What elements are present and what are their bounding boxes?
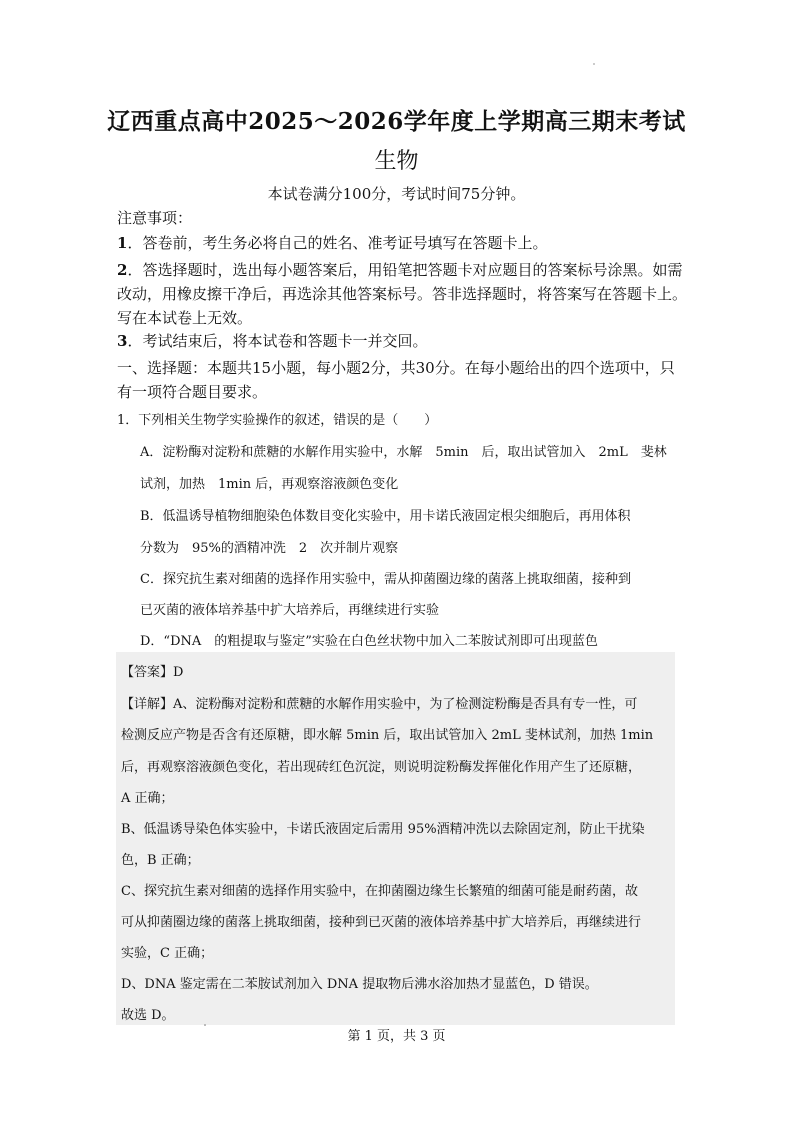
question-option: 试剂，加热 1min 后，再观察溶液颜色变化: [140, 477, 399, 492]
notice-item: [117, 329, 687, 353]
exam-title: 辽西重点高中2025～2026学年度上学期高三期末考试: [107, 108, 686, 135]
answer-line: 可从抑菌圈边缘的菌落上挑取细菌，接种到已灭菌的液体培养基中扩大培养后，再继续进行: [121, 915, 642, 930]
answer-line: B、低温诱导染色体实验中，卡诺氏液固定后需用 95%酒精冲洗以去除固定剂，防止干扰染: [121, 822, 645, 837]
notice-text: ．考试结束后，将本试卷和答题卡一并交回。: [127, 332, 428, 350]
page-footer: 第 1 页，共 3 页: [347, 1029, 446, 1044]
answer-line: 故选 D。: [121, 1008, 175, 1023]
answer-line: 色，B 正确；: [121, 853, 200, 868]
question-option: B．低温诱导植物细胞染色体数目变化实验中，用卡诺氏液固定根尖细胞后，再用体积: [140, 509, 631, 524]
answer-line: D、DNA 鉴定需在二苯胺试剂加入 DNA 提取物后沸水浴加热才显蓝色，D 错误。: [121, 977, 598, 992]
notice-number: 3: [117, 332, 128, 350]
answer-line: A 正确；: [121, 791, 174, 806]
question-option: D．“DNA 的粗提取与鉴定”实验在白色丝状物中加入二苯胺试剂即可出现蓝色: [140, 634, 598, 649]
notice-text: ．答卷前，考生务必将自己的姓名、准考证号填写在答题卡上。: [127, 234, 548, 252]
answer-line: 【详解】A、淀粉酶对淀粉和蔗糖的水解作用实验中，为了检测淀粉酶是否具有专一性，可: [121, 697, 638, 712]
notice-number: 2: [117, 261, 128, 279]
answer-line: 实验，C 正确；: [121, 946, 214, 961]
question-stem: 1．下列相关生物学实验操作的叙述，错误的是（ ）: [117, 413, 438, 428]
notice-heading: 注意事项：: [117, 209, 193, 227]
scan-speck: [593, 63, 595, 65]
notice-number: 1: [117, 234, 128, 252]
notice-item: [117, 258, 687, 330]
answer-line: 检测反应产物是否含有还原糖，即水解 5min 后，取出试管加入 2mL 斐林试剂，加热 1min: [121, 728, 654, 743]
answer-line: 后，再观察溶液颜色变化，若出现砖红色沉淀，则说明淀粉酶发挥催化作用产生了还原糖，: [121, 760, 642, 775]
question-option: 分数为 95%的酒精冲洗 2 次并制片观察: [140, 541, 399, 556]
answer-label: 【答案】D: [121, 665, 184, 680]
question-option: 已灭菌的液体培养基中扩大培养后，再继续进行实验: [140, 603, 440, 618]
notice-text: ．答选择题时，选出每小题答案后，用铅笔把答题卡对应题目的答案标号涂黑。如需改动，用橡皮擦干净后，再选涂其他答案标号。答非选择题时，将答案写在答题卡上。写在本试卷上无效。: [117, 261, 688, 327]
answer-line: C、探究抗生素对细菌的选择作用实验中，在抑菌圈边缘生长繁殖的细菌可能是耐药菌，故: [121, 884, 638, 899]
question-option: C．探究抗生素对细菌的选择作用实验中，需从抑菌圈边缘的菌落上挑取细菌，接种到: [140, 572, 631, 587]
notice-item: [117, 231, 687, 255]
exam-meta: 本试卷满分100分，考试时间75分钟。: [267, 185, 526, 203]
section-heading: 一、选择题：本题共15小题，每小题2分，共30分。在每小题给出的四个选项中，只有一项符合题目要求。: [117, 359, 675, 401]
subject-title: 生物: [374, 149, 419, 174]
question-option: A．淀粉酶对淀粉和蔗糖的水解作用实验中，水解 5min 后，取出试管加入 2mL 斐林: [140, 445, 667, 460]
